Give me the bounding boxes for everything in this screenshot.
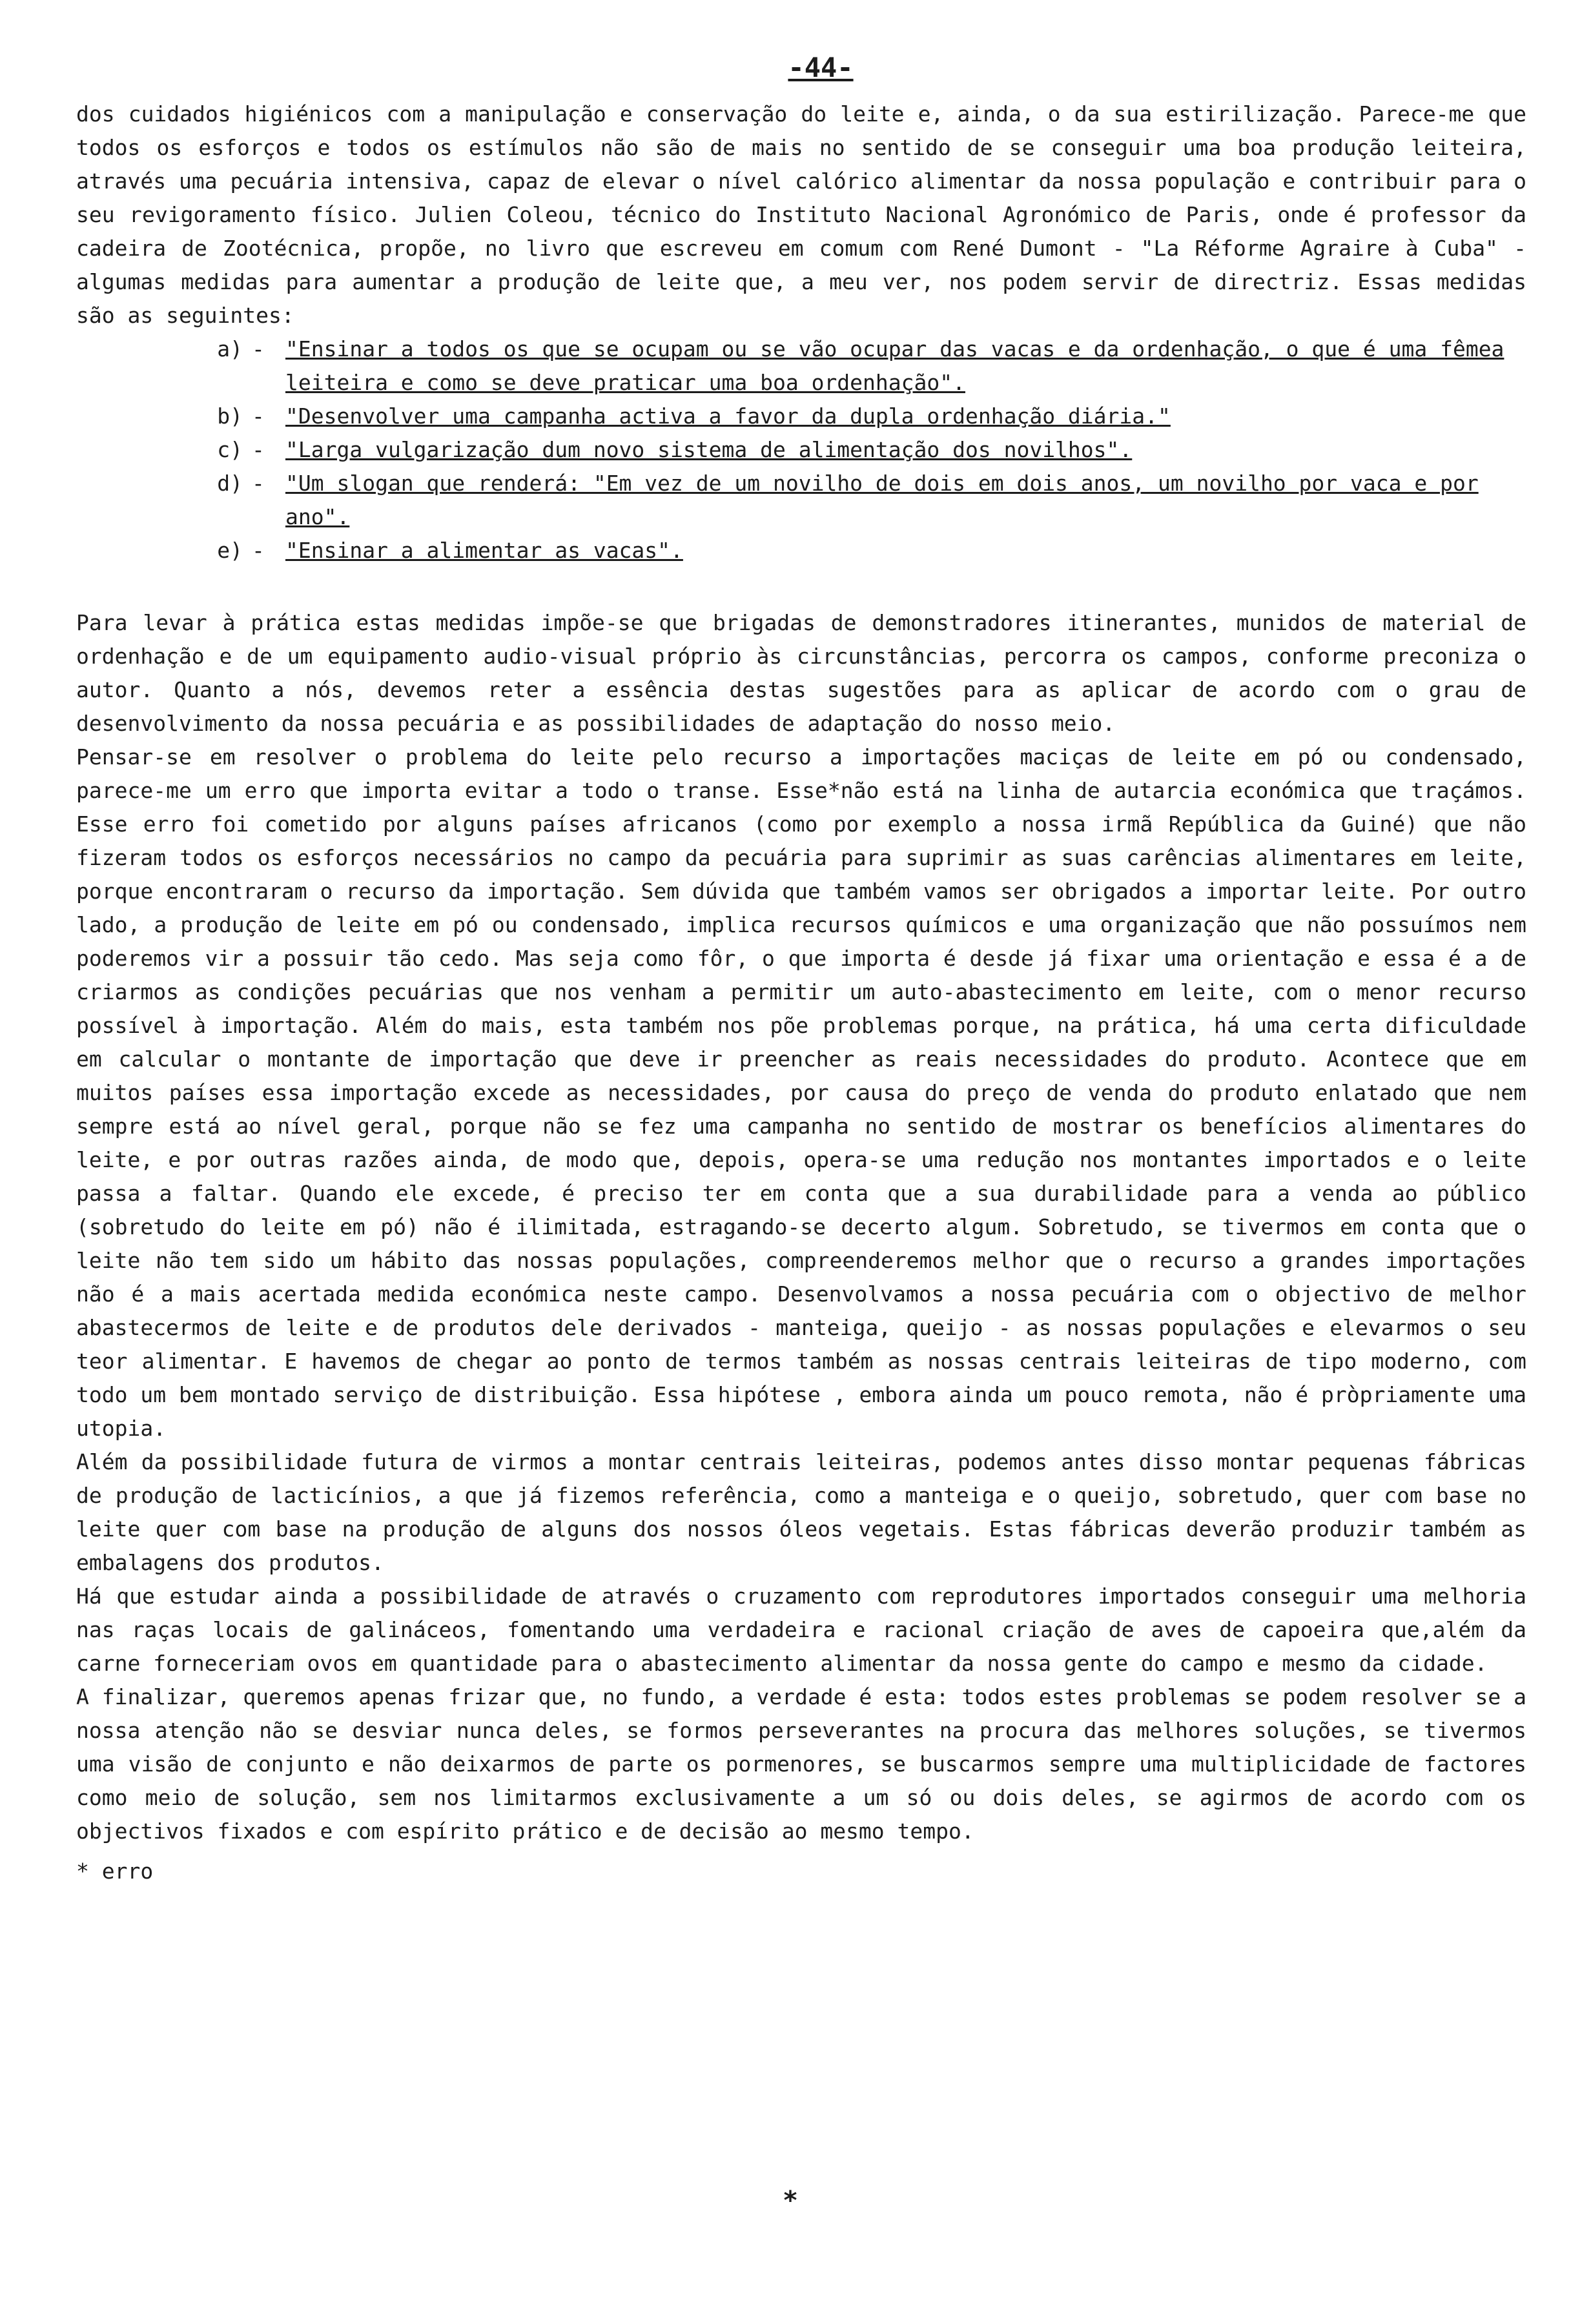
list-item — [76, 467, 1526, 534]
list-item-text: "Larga vulgarização dum novo sistema de alimentação dos novilhos". — [285, 437, 1133, 462]
list-item — [76, 534, 1526, 567]
list-item-dash: - — [252, 471, 265, 496]
measures-list — [76, 332, 1526, 567]
list-item-dash: - — [252, 437, 265, 462]
page-number: -44- — [788, 52, 854, 83]
list-item-letter: e) — [217, 538, 243, 563]
footnote: * erro — [76, 1859, 154, 1884]
list-item-text: "Ensinar a todos os que se ocupam ou se vão ocupar das vacas e da ordenhação, o que é uma fêmea leiteira e como se deve praticar uma boa ordenhação". — [285, 336, 1504, 395]
list-item — [76, 433, 1526, 467]
list-item-letter: d) — [217, 471, 243, 496]
list-item — [76, 400, 1526, 433]
list-item-text: "Um slogan que renderá: "Em vez de um novilho de dois em dois anos, um novilho por vaca e por ano". — [285, 471, 1479, 529]
paragraph: Para levar à prática estas medidas impõe-se que brigadas de demonstradores itinerantes, munidos de material de ordenhação e de um equipamento audio-visual próprio às circunstâncias, percorra os campos, conforme preconiza o autor. Quanto a nós, devemos reter a essência destas sugestões para as aplicar de acordo com o grau de desenvolvimento da nossa pecuária e as possibilidades de adaptação do nosso meio. — [76, 610, 1526, 736]
list-item-dash: - — [252, 403, 265, 429]
list-item-text: "Ensinar a alimentar as vacas". — [285, 538, 683, 563]
list-item-letter: c) — [217, 437, 243, 462]
paragraphs — [76, 606, 1526, 1848]
list-item — [76, 332, 1526, 400]
list-item-dash: - — [252, 336, 265, 362]
paragraph: A finalizar, queremos apenas frizar que, no fundo, a verdade é esta: todos estes problemas se podem resolver se a nossa atenção não se desviar nunca deles, se formos perseverantes na procura das melhores soluções, se tivermos uma visão de conjunto e não deixarmos de parte os pormenores, se buscarmos sempre uma multiplicidade de factores como meio de solução, sem nos limitarmos exclusivamente a um só ou dois deles, se agirmos de acordo com os objectivos fixados e com espírito prático e de decisão ao mesmo tempo. — [76, 1684, 1526, 1844]
paragraph: Além da possibilidade futura de virmos a montar centrais leiteiras, podemos antes disso montar pequenas fábricas de produção de lacticínios, a que já fizemos referência, como a manteiga e o queijo, sobretudo, quer com base no leite quer com base na produção de alguns dos nossos óleos vegetais. Estas fábricas deverão produzir também as embalagens dos produtos. — [76, 1449, 1526, 1575]
list-item-dash: - — [252, 538, 265, 563]
paragraph: Há que estudar ainda a possibilidade de através o cruzamento com reprodutores importados conseguir uma melhoria nas raças locais de galináceos, fomentando uma verdadeira e racional criação de aves de capoeira que,além da carne forneceriam ovos em quantidade para o abastecimento alimentar da nossa gente do campo e mesmo da cidade. — [76, 1584, 1526, 1676]
list-item-letter: b) — [217, 403, 243, 429]
intro-paragraph: dos cuidados higiénicos com a manipulação e conservação do leite e, ainda, o da sua estirilização. Parece-me que todos os esforços e todos os estímulos não são de mais no sentido de se conseguir uma boa produção leiteira, através uma pecuária intensiva, capaz de elevar o nível calórico alimentar da nossa população e contribuir para o seu revigoramento físico. Julien Coleou, técnico do Instituto Nacional Agronómico de Paris, onde é professor da cadeira de Zootécnica, propõe, no livro que escreveu em comum com René Dumont - "La Réforme Agraire à Cuba" - algumas medidas para aumentar a produção de leite que, a meu ver, nos podem servir de directriz. Essas medidas são as seguintes: — [76, 101, 1526, 328]
list-item-letter: a) — [217, 336, 243, 362]
list-item-text: "Desenvolver uma campanha activa a favor da dupla ordenhação diária." — [285, 403, 1171, 429]
end-asterisk: * — [783, 2186, 799, 2216]
body-text — [76, 97, 1526, 1888]
paragraph: Pensar-se em resolver o problema do leite pelo recurso a importações maciças de leite em pó ou condensado, parece-me um erro que importa evitar a todo o transe. Esse*não está na linha de autarcia económica que traçámos. Esse erro foi cometido por alguns países africanos (como por exemplo a nossa irmã República da Guiné) que não fizeram todos os esforços necessários no campo da pecuária para suprimir as suas carências alimentares em leite, porque encontraram o recurso da importação. Sem dúvida que também vamos ser obrigados a importar leite. Por outro lado, a produção de leite em pó ou condensado, implica recursos químicos e uma organização que não possuímos nem poderemos vir a possuir tão cedo. Mas seja como fôr, o que importa é desde já fixar uma orientação e essa é a de criarmos as condições pecuárias que nos venham a permitir um auto-abastecimento em leite, com o menor recurso possível à importação. Além do mais, esta também nos põe problemas porque, na prática, há uma certa dificuldade em calcular o montante de importação que deve ir preencher as reais necessidades do produto. Acontece que em muitos países essa importação excede as necessidades, por causa do preço de venda do produto enlatado que nem sempre está ao nível geral, porque não se fez uma campanha no sentido de mostrar os benefícios alimentares do leite, e por outras razões ainda, de modo que, depois, opera-se uma redução nos montantes importados e o leite passa a faltar. Quando ele excede, é preciso ter em conta que a sua durabilidade para a venda ao público (sobretudo do leite em pó) não é ilimitada, estragando-se decerto algum. Sobretudo, se tivermos em conta que o leite não tem sido um hábito das nossas populações, compreenderemos melhor que o recurso a grandes importações não é a mais acertada medida económica neste campo. Desenvolvamos a nossa pecuária com o objectivo de melhor abastecermos de leite e de produtos dele derivados - manteiga, queijo - as nossas populações e elevarmos o seu teor alimentar. E havemos de chegar ao ponto de termos também as nossas centrais leiteiras de tipo moderno, com todo um bem montado serviço de distribuição. Essa hipótese , embora ainda um pouco remota, não é pròpriamente uma utopia. — [76, 744, 1526, 1441]
